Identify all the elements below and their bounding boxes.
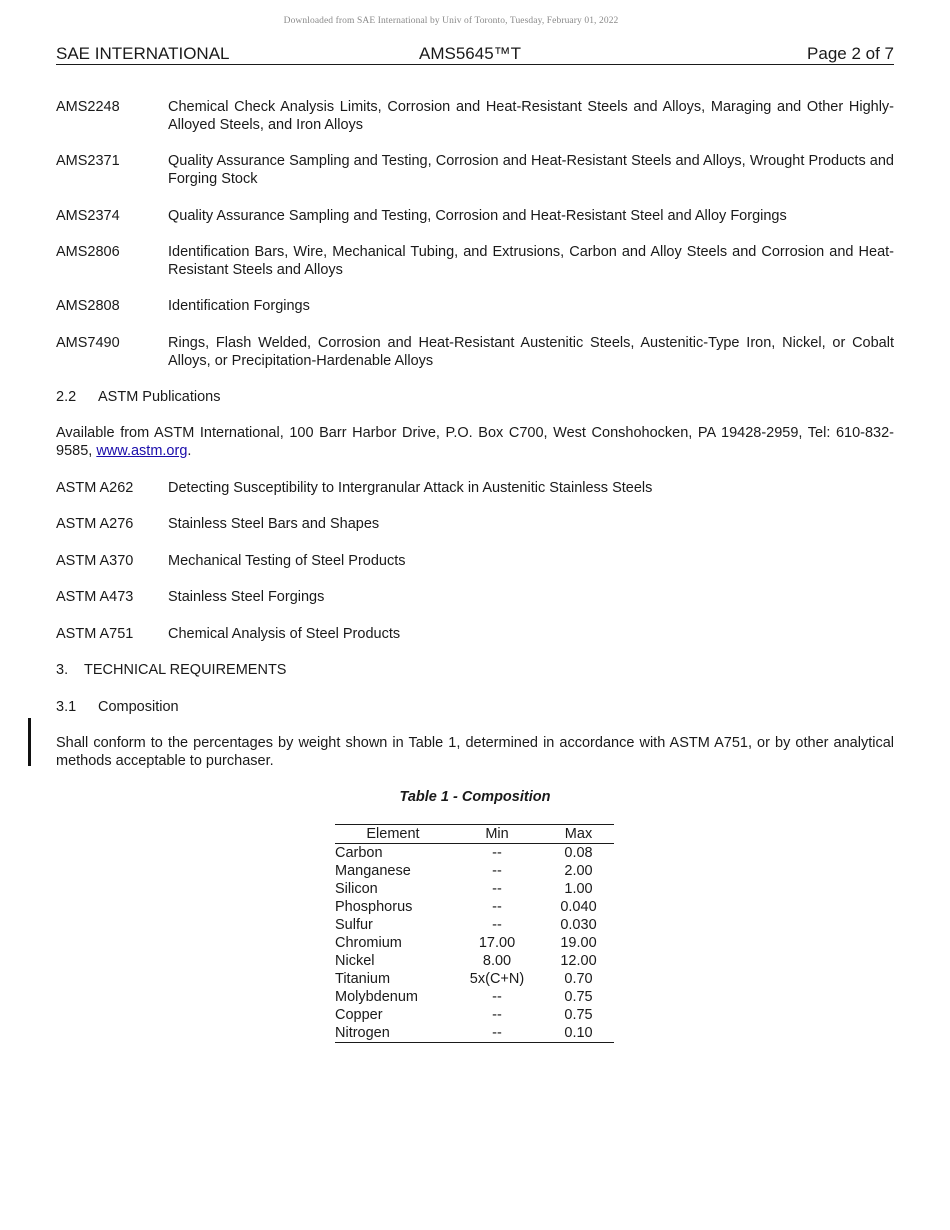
min-cell: 17.00 [478, 935, 516, 951]
max-cell: 0.040 [560, 899, 597, 915]
element-cell: Molybdenum [335, 989, 419, 1005]
reference-title: Chemical Analysis of Steel Products [168, 626, 401, 642]
reference-code: AMS7490 [56, 335, 120, 351]
element-cell: Nickel [335, 953, 375, 969]
reference-title: Stainless Steel Bars and Shapes [168, 516, 380, 532]
max-cell: 0.030 [560, 917, 597, 933]
availability-text: Available from ASTM International, 100 Barr Harbor Drive, P.O. Box C700, West Conshohocken, PA 19428-2959, Tel: 610-832-9585, [56, 425, 894, 459]
max-cell: 0.08 [564, 845, 593, 861]
section-title: Composition [98, 699, 179, 715]
column-header-min: Min [451, 825, 543, 844]
reference-code: AMS2806 [56, 244, 120, 260]
reference-code: ASTM A751 [56, 626, 134, 642]
reference-title: Detecting Susceptibility to Intergranular Attack in Austenitic Stainless Steels [168, 480, 653, 496]
reference-entry [56, 243, 894, 279]
reference-code: AMS2808 [56, 298, 120, 314]
table-row [335, 1024, 614, 1043]
element-cell: Silicon [335, 881, 378, 897]
table-row [335, 898, 614, 916]
min-cell: 5x(C+N) [469, 971, 525, 987]
section-title: TECHNICAL REQUIREMENTS [84, 662, 287, 678]
reference-code: ASTM A370 [56, 553, 134, 569]
astm-availability-paragraph [56, 424, 894, 460]
element-cell: Sulfur [335, 917, 373, 933]
composition-paragraph: Shall conform to the percentages by weight shown in Table 1, determined in accordance with ASTM A751, or by other analytical methods acceptable to purchaser. [56, 735, 894, 769]
column-header-element: Element [335, 825, 451, 844]
section-heading-2-2 [56, 388, 221, 406]
reference-title: Identification Forgings [168, 298, 310, 314]
min-cell: -- [492, 1007, 502, 1023]
table-caption: Table 1 - Composition [399, 789, 551, 805]
max-cell: 0.75 [564, 989, 593, 1005]
max-cell: 19.00 [560, 935, 597, 951]
header-organization: SAE INTERNATIONAL [56, 44, 230, 63]
min-cell: -- [492, 845, 502, 861]
reference-title: Stainless Steel Forgings [168, 589, 325, 605]
element-cell: Phosphorus [335, 899, 413, 915]
download-watermark: Downloaded from SAE International by Univ of Toronto, Tuesday, February 01, 2022 [283, 16, 619, 26]
element-cell: Manganese [335, 863, 411, 879]
table-row [335, 916, 614, 934]
max-cell: 0.10 [543, 1024, 614, 1043]
max-cell: 0.75 [564, 1007, 593, 1023]
availability-trailing: . [187, 443, 192, 459]
section-heading-3-1 [56, 698, 179, 716]
section-number: 3.1 [56, 699, 77, 715]
min-cell: -- [492, 863, 502, 879]
table-row [335, 844, 614, 863]
table-row [335, 934, 614, 952]
reference-title: Rings, Flash Welded, Corrosion and Heat-Resistant Austenitic Steels, Austenitic-Type Iron, Nickel, or Cobalt Alloys, or Precipitation-Hardenable Alloys [168, 335, 894, 369]
reference-entry [56, 297, 894, 315]
table-header-row [335, 825, 614, 844]
reference-code: ASTM A276 [56, 516, 134, 532]
header-page-number: Page 2 of 7 [807, 44, 894, 63]
revision-change-bar [28, 718, 31, 766]
element-cell: Chromium [335, 935, 402, 951]
reference-code: ASTM A473 [56, 589, 134, 605]
column-header-max: Max [543, 825, 614, 844]
reference-title: Quality Assurance Sampling and Testing, Corrosion and Heat-Resistant Steels and Alloys, Wrought Products and Forging Stock [168, 153, 894, 187]
min-cell: -- [492, 899, 502, 915]
table-row [335, 862, 614, 880]
reference-title: Identification Bars, Wire, Mechanical Tubing, and Extrusions, Carbon and Alloy Steels and Corrosion and Heat-Resistant Steels and Alloys [168, 244, 894, 278]
min-cell: -- [492, 989, 502, 1005]
section-heading-3 [56, 661, 286, 679]
composition-table [335, 824, 614, 1043]
reference-entry [56, 334, 894, 370]
max-cell: 2.00 [564, 863, 593, 879]
element-cell: Copper [335, 1007, 383, 1023]
section-number: 2.2 [56, 389, 77, 405]
reference-entry [56, 625, 894, 643]
max-cell: 12.00 [560, 953, 597, 969]
table-row [335, 1006, 614, 1024]
element-cell: Titanium [335, 971, 391, 987]
page-header [56, 44, 894, 65]
section-title: ASTM Publications [98, 389, 221, 405]
reference-code: AMS2374 [56, 208, 120, 224]
min-cell: -- [451, 1024, 543, 1043]
reference-entry [56, 152, 894, 188]
element-cell: Nitrogen [335, 1024, 451, 1043]
reference-entry [56, 98, 894, 134]
section-number: 3. [56, 662, 69, 678]
reference-title: Mechanical Testing of Steel Products [168, 553, 406, 569]
table-row [335, 952, 614, 970]
reference-code: AMS2371 [56, 153, 120, 169]
table-row [335, 880, 614, 898]
reference-title: Quality Assurance Sampling and Testing, Corrosion and Heat-Resistant Steel and Alloy Forgings [168, 208, 787, 224]
reference-entry [56, 552, 894, 570]
max-cell: 1.00 [564, 881, 593, 897]
astm-website-link[interactable]: www.astm.org [96, 443, 188, 459]
reference-title: Chemical Check Analysis Limits, Corrosion and Heat-Resistant Steels and Alloys, Maraging and Other Highly-Alloyed Steels, and Iron Alloys [168, 99, 894, 133]
reference-code: ASTM A262 [56, 480, 134, 496]
reference-code: AMS2248 [56, 99, 120, 115]
min-cell: 8.00 [482, 953, 512, 969]
reference-entry [56, 479, 894, 497]
max-cell: 0.70 [564, 971, 593, 987]
table-row [335, 988, 614, 1006]
min-cell: -- [492, 881, 502, 897]
reference-entry [56, 588, 894, 606]
reference-entry [56, 515, 894, 533]
table-row [335, 970, 614, 988]
element-cell: Carbon [335, 845, 383, 861]
min-cell: -- [492, 917, 502, 933]
reference-entry [56, 207, 894, 225]
header-document-number: AMS5645™T [419, 44, 522, 63]
